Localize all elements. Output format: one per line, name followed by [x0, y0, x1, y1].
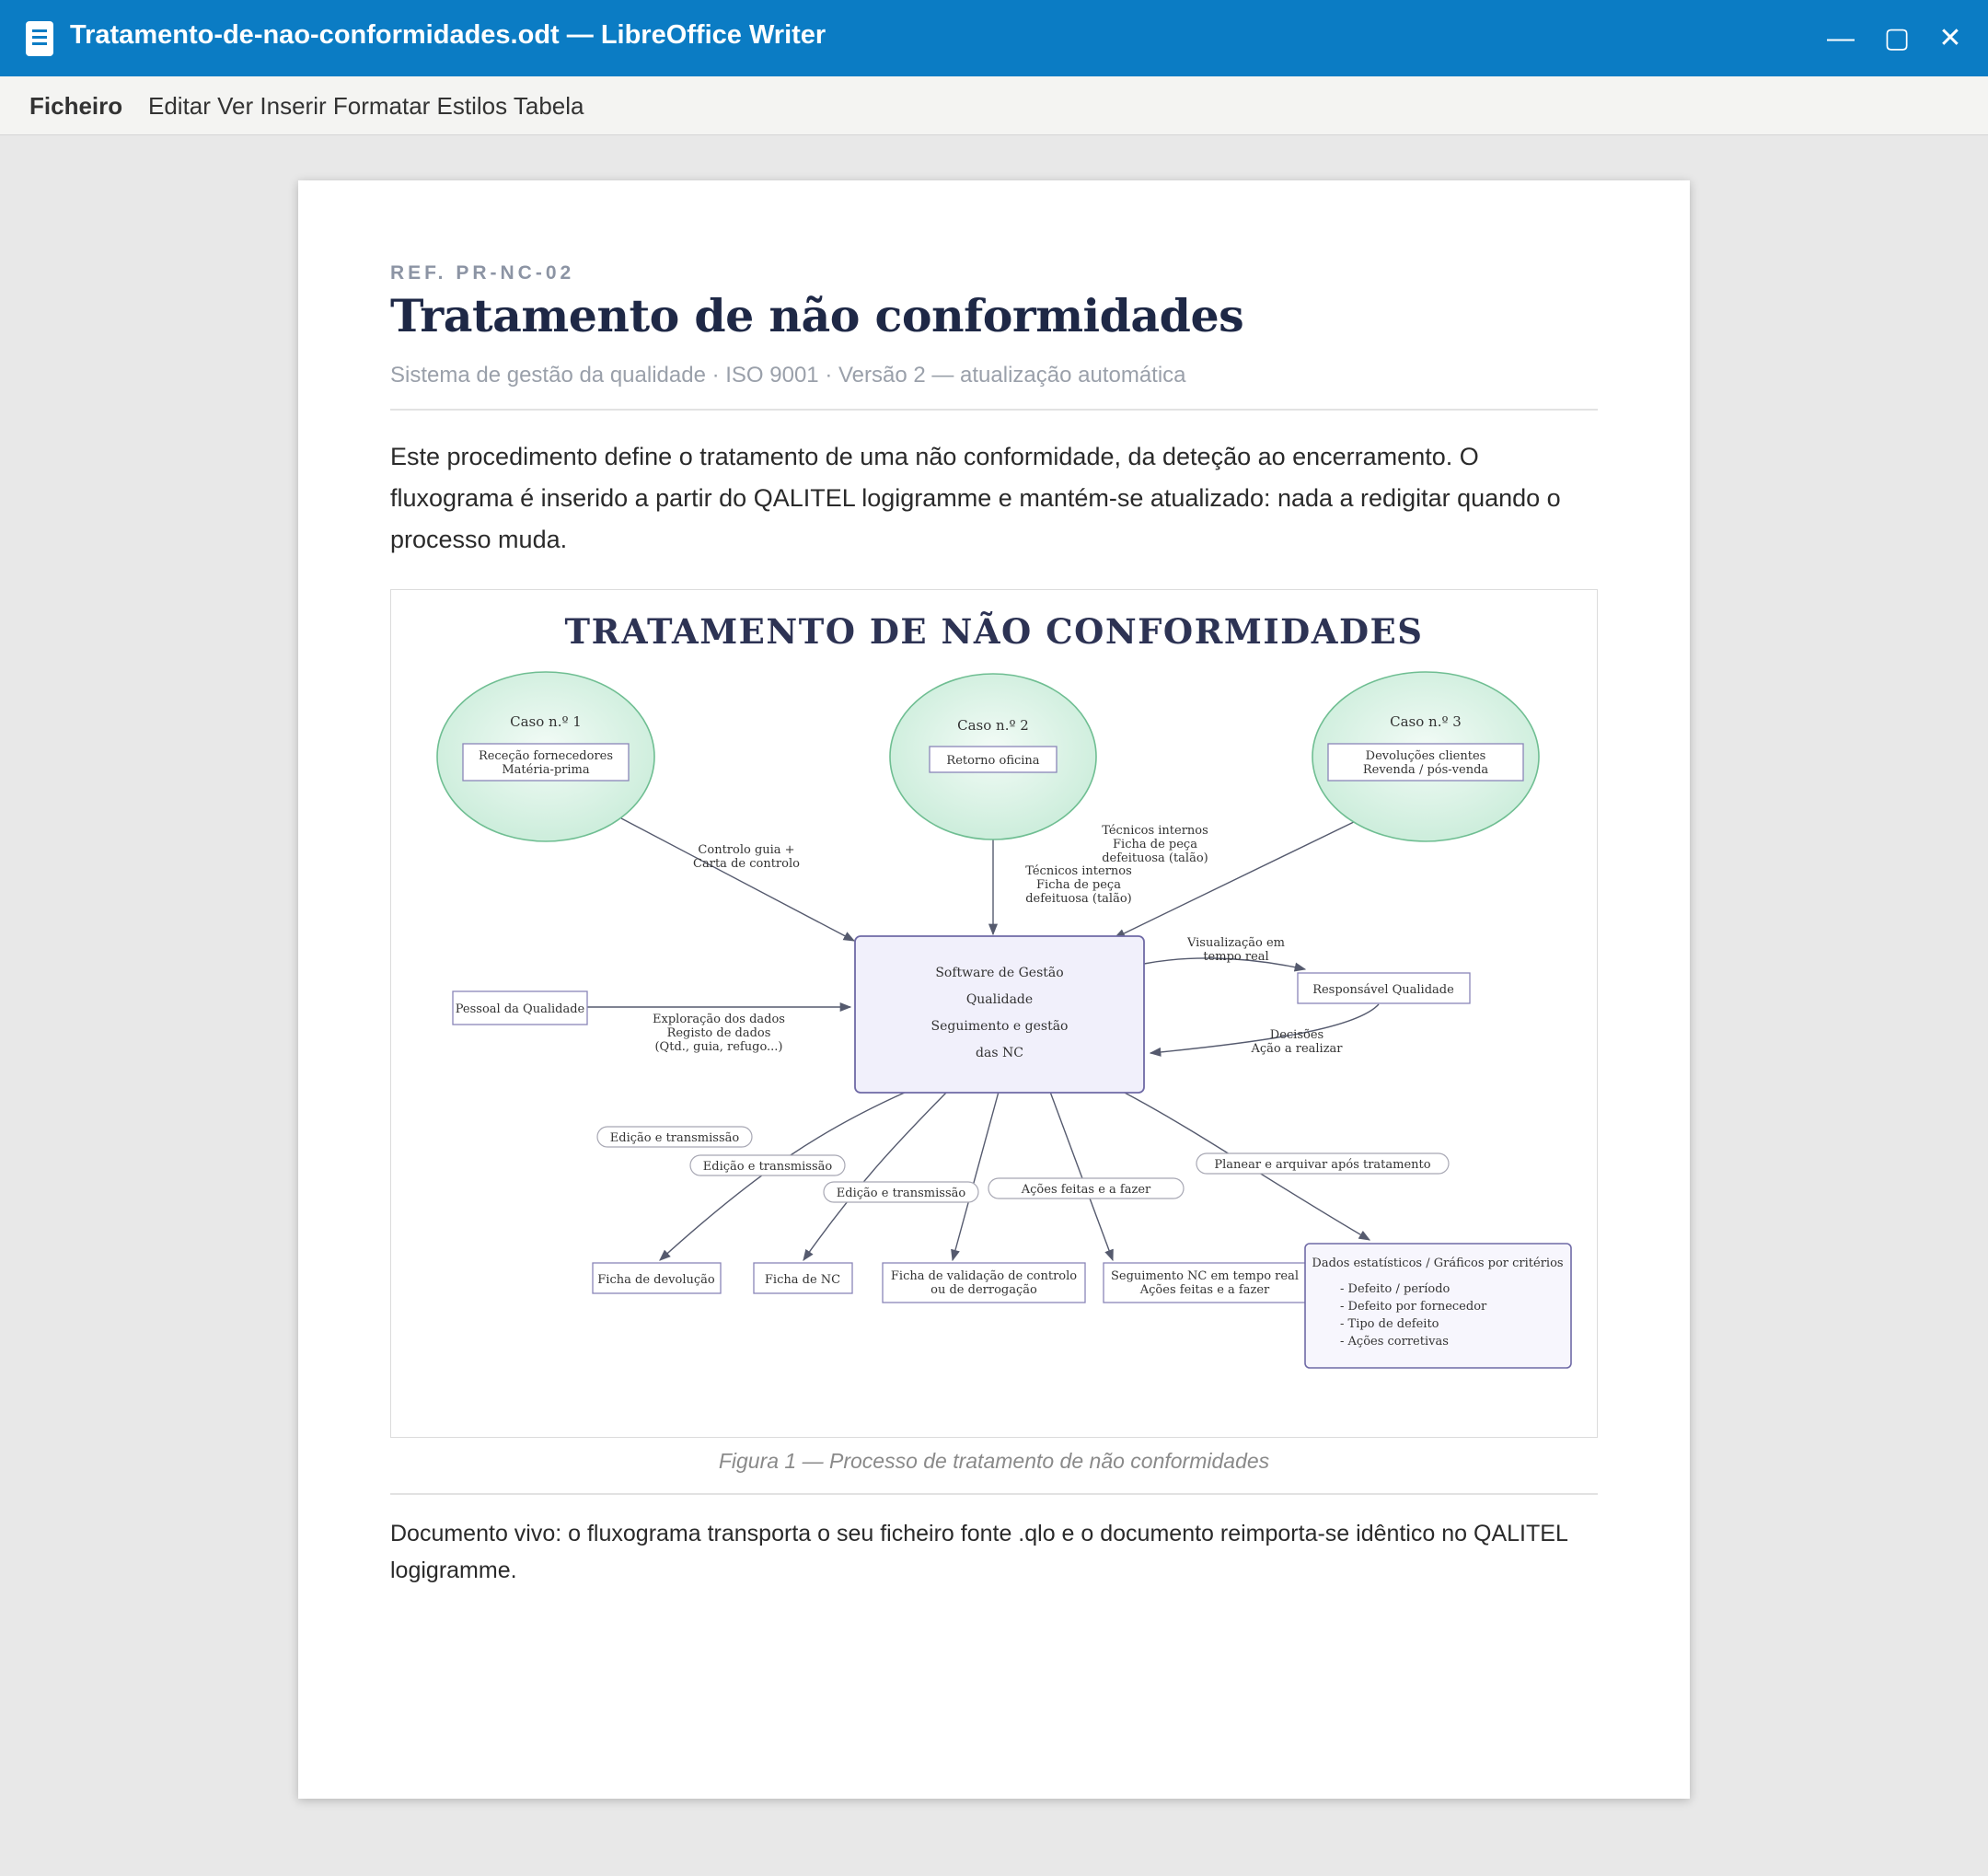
case-2-box-line1: Retorno oficina — [946, 754, 1040, 768]
title-bar — [0, 0, 1988, 76]
edge-staff-label-1: Exploração dos dados — [653, 1013, 785, 1026]
center-line2: Qualidade — [965, 992, 1034, 1007]
case-1 — [437, 672, 654, 841]
stats-title: Dados estatísticos / Gráficos por critérios — [1312, 1256, 1564, 1270]
window-title: Tratamento-de-nao-conformidades.odt — LibreOffice Writer — [70, 20, 826, 50]
stats-item-3: - Tipo de defeito — [1340, 1317, 1439, 1331]
diagram-title: TRATAMENTO DE NÃO CONFORMIDADES — [564, 611, 1424, 652]
minimize-button[interactable]: — — [1827, 23, 1855, 53]
center-line1: Software de Gestão — [935, 966, 1064, 980]
document-icon — [26, 21, 53, 56]
menu-file[interactable]: Ficheiro — [29, 92, 123, 120]
edge-staff-label-2: Registo de dados — [666, 1026, 771, 1040]
case-1-label: Caso n.º 1 — [510, 713, 582, 730]
document-subtitle: Sistema de gestão da qualidade · ISO 9001 · Versão 2 — atualização automática — [390, 363, 1186, 388]
outputs — [593, 1244, 1571, 1368]
page-title: Tratamento de não conformidades — [390, 289, 1244, 342]
output-2-label: Ficha de NC — [764, 1273, 841, 1287]
center-box — [855, 936, 1144, 1093]
pill-1-label: Edição e transmissão — [609, 1131, 740, 1145]
edge-out4 — [1050, 1092, 1113, 1260]
edge-case2-label-1: Técnicos internos — [1025, 864, 1132, 878]
stats-item-4: - Ações corretivas — [1340, 1335, 1449, 1349]
output-3-line1: Ficha de validação de controlo — [890, 1269, 1078, 1283]
center-line3: Seguimento e gestão — [930, 1019, 1069, 1034]
case-3-box-line2: Revenda / pós-venda — [1362, 763, 1489, 777]
menu-bar — [0, 76, 1988, 135]
close-button[interactable]: ✕ — [1938, 23, 1962, 53]
menu-items[interactable]: Editar Ver Inserir Formatar Estilos Tabela — [148, 92, 584, 120]
edge-case3-label-2: Ficha de peça — [1113, 838, 1197, 851]
center-line4: das NC — [976, 1046, 1023, 1060]
pill-5-label: Planear e arquivar após tratamento — [1214, 1158, 1431, 1172]
output-3-line2: ou de derrogação — [930, 1283, 1037, 1297]
edge-case3-label-1: Técnicos internos — [1102, 824, 1208, 838]
case-2-label: Caso n.º 2 — [957, 717, 1029, 734]
pill-4-label: Ações feitas e a fazer — [1021, 1183, 1151, 1197]
edge-case1 — [621, 818, 854, 941]
case-1-box-line2: Matéria-prima — [502, 763, 590, 777]
flowchart-diagram — [391, 590, 1597, 1437]
stats-item-2: - Defeito por fornecedor — [1340, 1300, 1487, 1314]
case-3 — [1312, 672, 1539, 841]
edge-case1-label-2: Carta de controlo — [693, 857, 800, 871]
responsible-label: Responsável Qualidade — [1312, 983, 1454, 997]
output-4-line2: Ações feitas e a fazer — [1139, 1283, 1270, 1297]
output-1-label: Ficha de devolução — [597, 1273, 715, 1287]
pill-2-label: Edição e transmissão — [702, 1160, 833, 1174]
edge-to-responsible-label-2: tempo real — [1203, 950, 1269, 964]
edge-out3 — [953, 1092, 999, 1260]
edge-case1-label-1: Controlo guia + — [698, 843, 795, 857]
output-4-line1: Seguimento NC em tempo real — [1111, 1269, 1299, 1283]
edge-to-responsible-label-1: Visualização em — [1186, 936, 1286, 950]
edge-case2-label-2: Ficha de peça — [1036, 878, 1121, 892]
pill-3-label: Edição e transmissão — [836, 1187, 966, 1200]
case-2 — [890, 674, 1096, 840]
edge-case2-label-3: defeituosa (talão) — [1025, 892, 1132, 906]
edge-from-responsible-label-1: Decisões — [1269, 1028, 1324, 1042]
pills — [597, 1127, 1449, 1202]
maximize-button[interactable]: ▢ — [1883, 23, 1911, 53]
footer-paragraph: Documento vivo: o fluxograma transporta o seu ficheiro fonte .qlo e o documento reimporta-se idêntico no QALITEL logigramme. — [390, 1521, 1567, 1583]
center-node — [855, 936, 1144, 1093]
intro-paragraph: Este procedimento define o tratamento de uma não conformidade, da deteção ao encerramento. O fluxograma é inserido a partir do QALITEL logigramme e mantém-se atualizado: nada a redigitar quando o processo muda. — [390, 443, 1561, 553]
divider — [390, 409, 1598, 411]
document-reference: REF. PR-NC-02 — [390, 262, 575, 284]
divider — [390, 1493, 1598, 1495]
case-1-box-line1: Receção fornecedores — [478, 749, 614, 763]
edge-case3-label-3: defeituosa (talão) — [1102, 851, 1208, 865]
figure-caption: Figura 1 — Processo de tratamento de não conformidades — [718, 1449, 1270, 1473]
case-3-label: Caso n.º 3 — [1390, 713, 1462, 730]
edge-staff-label-3: (Qtd., guia, refugo...) — [654, 1040, 783, 1054]
edge-from-responsible-label-2: Ação a realizar — [1251, 1042, 1343, 1056]
staff-label: Pessoal da Qualidade — [455, 1002, 585, 1016]
stats-item-1: - Defeito / período — [1340, 1282, 1451, 1296]
case-3-box-line1: Devoluções clientes — [1365, 749, 1486, 763]
flowchart-figure[interactable] — [390, 589, 1598, 1438]
document-page[interactable] — [298, 180, 1690, 1799]
